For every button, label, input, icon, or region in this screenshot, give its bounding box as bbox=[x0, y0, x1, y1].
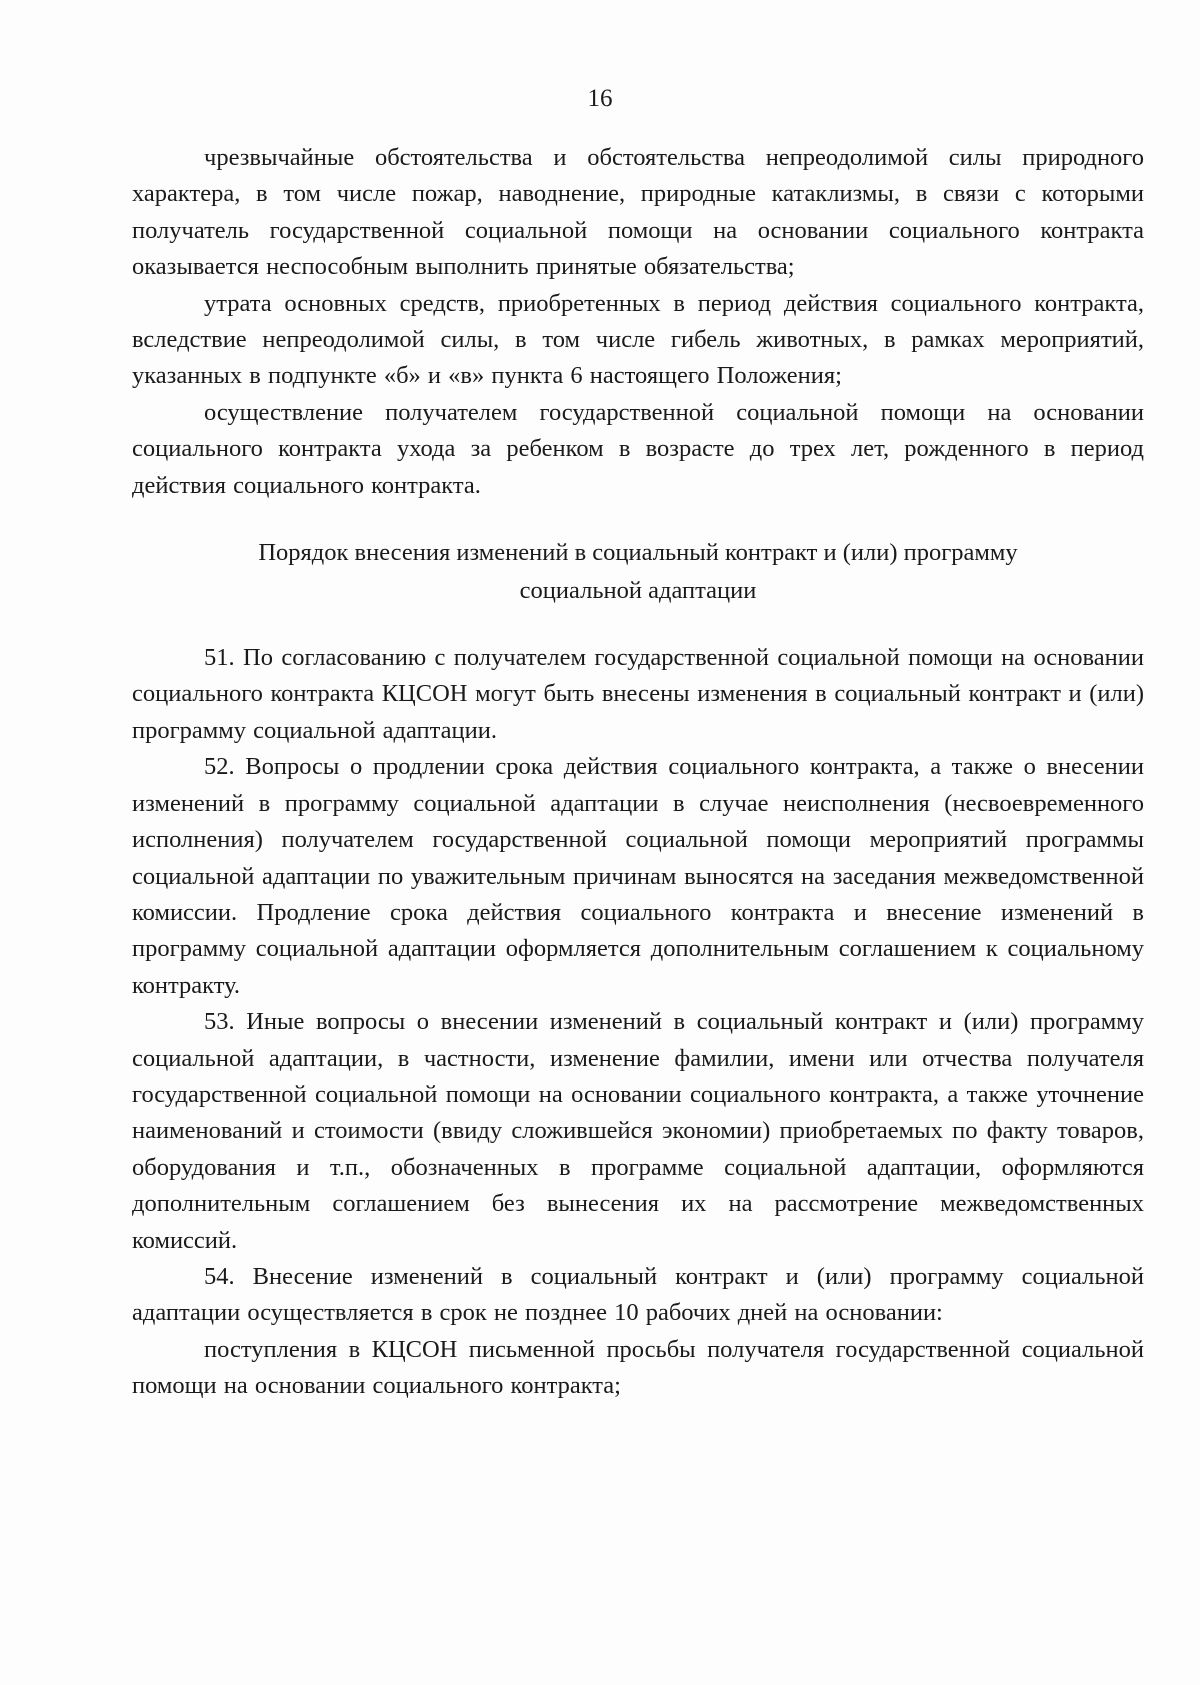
paragraph: утрата основных средств, приобретенных в период действия социального контракта, вследствие непреодолимой силы, в том числе гибель животных, в рамках мероприятий, указанных в подпункте «б» и «в» пункта 6 настоящего Положения; bbox=[132, 289, 1144, 390]
paragraph-54: 54. Внесение изменений в социальный контракт и (или) программу социальной адаптации осуществляется в срок не позднее 10 рабочих дней на основании: bbox=[132, 1262, 1144, 1327]
paragraph-53: 53. Иные вопросы о внесении изменений в социальный контракт и (или) программу социальной адаптации, в частности, изменение фамилии, имени или отчества получателя государственной социальной помощи на основании социального контракта, а также уточнение наименований и стоимости (ввиду сложившейся экономии) приобретаемых по факту товаров, оборудования и т.п., обозначенных в программе социальной адаптации, оформляются дополнительным соглашением без вынесения их на рассмотрение межведомственных комиссий. bbox=[132, 1008, 1144, 1254]
section-heading-line: Порядок внесения изменений в социальный контракт и (или) программу bbox=[258, 539, 1018, 567]
page-number: 16 bbox=[587, 85, 613, 112]
section-heading bbox=[132, 504, 1144, 640]
paragraph: чрезвычайные обстоятельства и обстоятельства непреодолимой силы природного характера, в том числе пожар, наводнение, природные катаклизмы, в связи с которыми получатель государственной социальной помощи на основании социального контракта оказывается неспособным выполнить принятые обязательства; bbox=[132, 144, 1144, 281]
document-body bbox=[132, 140, 1144, 1405]
section-heading-line: социальной адаптации bbox=[519, 577, 757, 605]
paragraph-52: 52. Вопросы о продлении срока действия социального контракта, а также о внесении изменений в программу социальной адаптации в случае неисполнения (несвоевременного исполнения) получателем государственной социальной помощи мероприятий программы социальной адаптации по уважительным причинам выносятся на заседания межведомственной комиссии. Продление срока действия социального контракта и внесение изменений в программу социальной адаптации оформляется дополнительным соглашением к социальному контракту. bbox=[132, 753, 1144, 999]
paragraph: поступления в КЦСОН письменной просьбы получателя государственной социальной помощи на основании социального контракта; bbox=[132, 1335, 1144, 1400]
paragraph-51: 51. По согласованию с получателем государственной социальной помощи на основании социального контракта КЦСОН могут быть внесены изменения в социальный контракт и (или) программу социальной адаптации. bbox=[132, 644, 1144, 744]
paragraph: осуществление получателем государственной социальной помощи на основании социального контракта ухода за ребенком в возрасте до трех лет, рожденного в период действия социального контракта. bbox=[132, 398, 1144, 499]
